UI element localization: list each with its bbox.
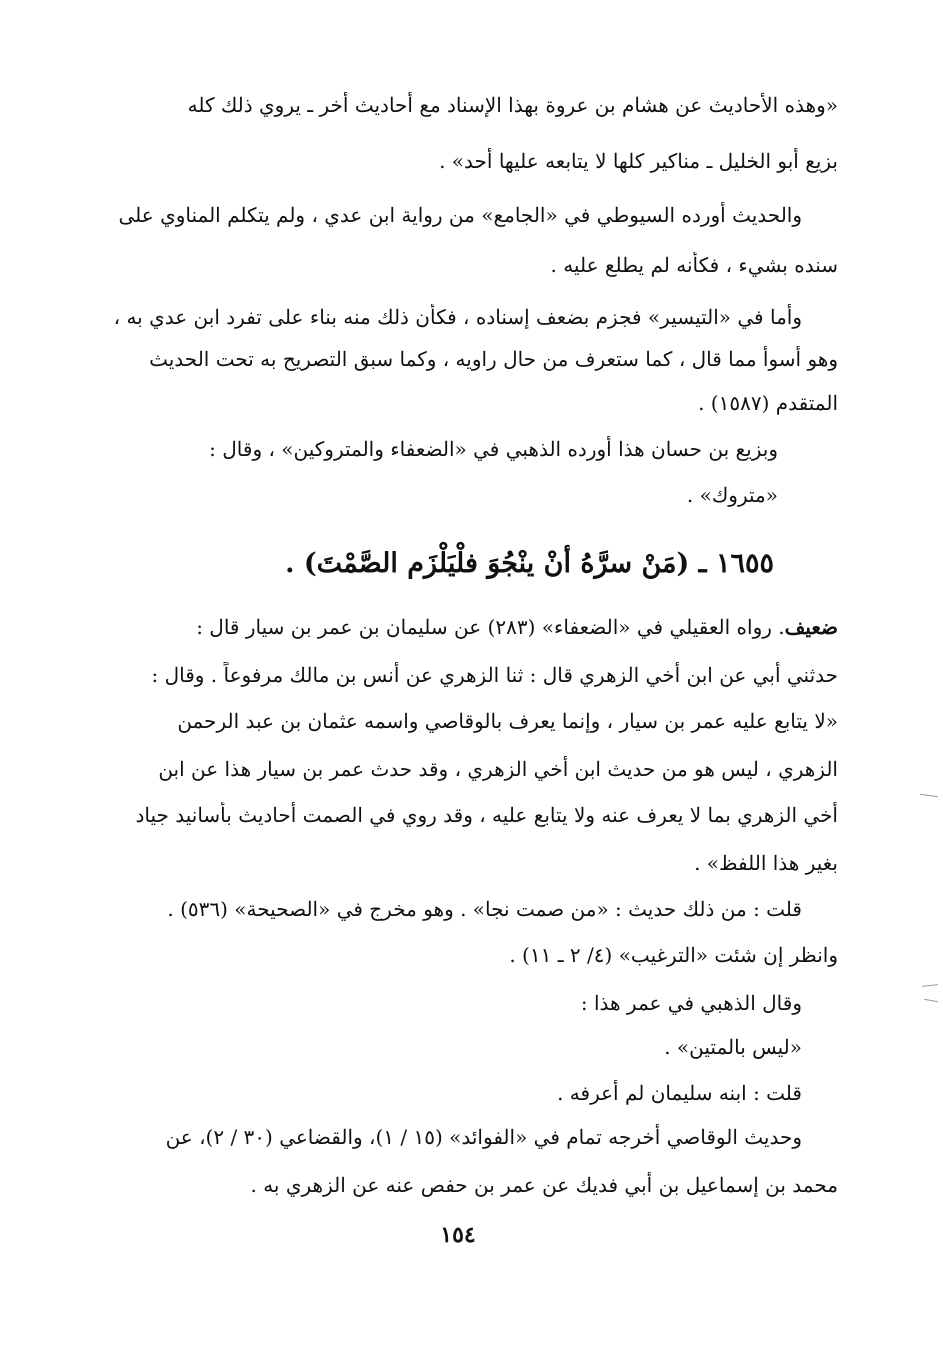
text-line: والحديث أورده السيوطي في «الجامع» من رواية ابن عدي ، ولم يتكلم المناوي على [118, 203, 802, 227]
scan-margin-mark [924, 999, 938, 1002]
text-line: المتقدم (١٥٨٧) . [698, 391, 838, 415]
scan-margin-mark [922, 984, 938, 987]
text-line: «لا يتابع عليه عمر بن سيار ، وإنما يعرف بالوقاصي واسمه عثمان بن عبد الرحمن [177, 709, 838, 733]
text-line: بزيع أبو الخليل ـ مناكير كلها لا يتابعه عليها أحد» . [439, 149, 838, 173]
text-line: «ليس بالمتين» . [664, 1035, 802, 1059]
text-line: «متروك» . [686, 483, 778, 507]
text-line: وحديث الوقاصي أخرجه تمام في «الفوائد» (١٥ / ١)، والقضاعي (٣٠ / ٢)، عن [165, 1125, 802, 1149]
grade-label: ضعيف [784, 615, 838, 639]
text-line: محمد بن إسماعيل بن أبي فديك عن عمر بن حفص عنه عن الزهري به . [250, 1173, 838, 1197]
text-line: بغير هذا اللفظ» . [694, 851, 838, 875]
text-line: الزهري ، ليس هو من حديث ابن أخي الزهري ، وقد حدث عمر بن سيار هذا عن ابن [158, 757, 838, 781]
text-line: وأما في «التيسير» فجزم بضعف إسناده ، فكأن ذلك منه بناء على تفرد ابن عدي به ، [113, 305, 802, 329]
text-line [78, 614, 838, 640]
text-line: قلت : ابنه سليمان لم أعرفه . [557, 1081, 802, 1105]
text-line: أخي الزهري بما لا يعرف عنه ولا يتابع عليه ، وقد روي في الصمت أحاديث بأسانيد جياد [135, 803, 838, 827]
text-line: سنده بشيء ، فكأنه لم يطلع عليه . [550, 253, 838, 277]
text-line: وبزيع بن حسان هذا أورده الذهبي في «الضعفاء والمتروكين» ، وقال : [209, 437, 778, 461]
text-span: . رواه العقيلي في «الضعفاء» (٢٨٣) عن سليمان بن عمر بن سيار قال : [196, 615, 785, 639]
text-line: «وهذه الأحاديث عن هشام بن عروة بهذا الإسناد مع أحاديث أخر ـ يروي ذلك كله [187, 93, 838, 117]
page-number: ١٥٤ [440, 1222, 476, 1248]
text-line: وهو أسوأ مما قال ، كما ستعرف من حال راويه ، وكما سبق التصريح به تحت الحديث [149, 347, 838, 371]
text-line: قلت : من ذلك حديث : «من صمت نجا» . وهو مخرج في «الصحيحة» (٥٣٦) . [167, 897, 802, 921]
text-line: وانظر إن شئت «الترغيب» (٤/ ٢ ـ ١١) . [509, 943, 838, 967]
scan-margin-mark [920, 794, 938, 797]
text-line: حدثني أبي عن ابن أخي الزهري قال : ثنا الزهري عن أنس بن مالك مرفوعاً . وقال : [151, 663, 838, 687]
text-line: وقال الذهبي في عمر هذا : [580, 991, 802, 1015]
hadith-heading: ١٦٥٥ ـ (مَنْ سرَّهُ أنْ ينْجُوَ فلْيَلْزَم الصَّمْتَ) . [285, 548, 774, 579]
